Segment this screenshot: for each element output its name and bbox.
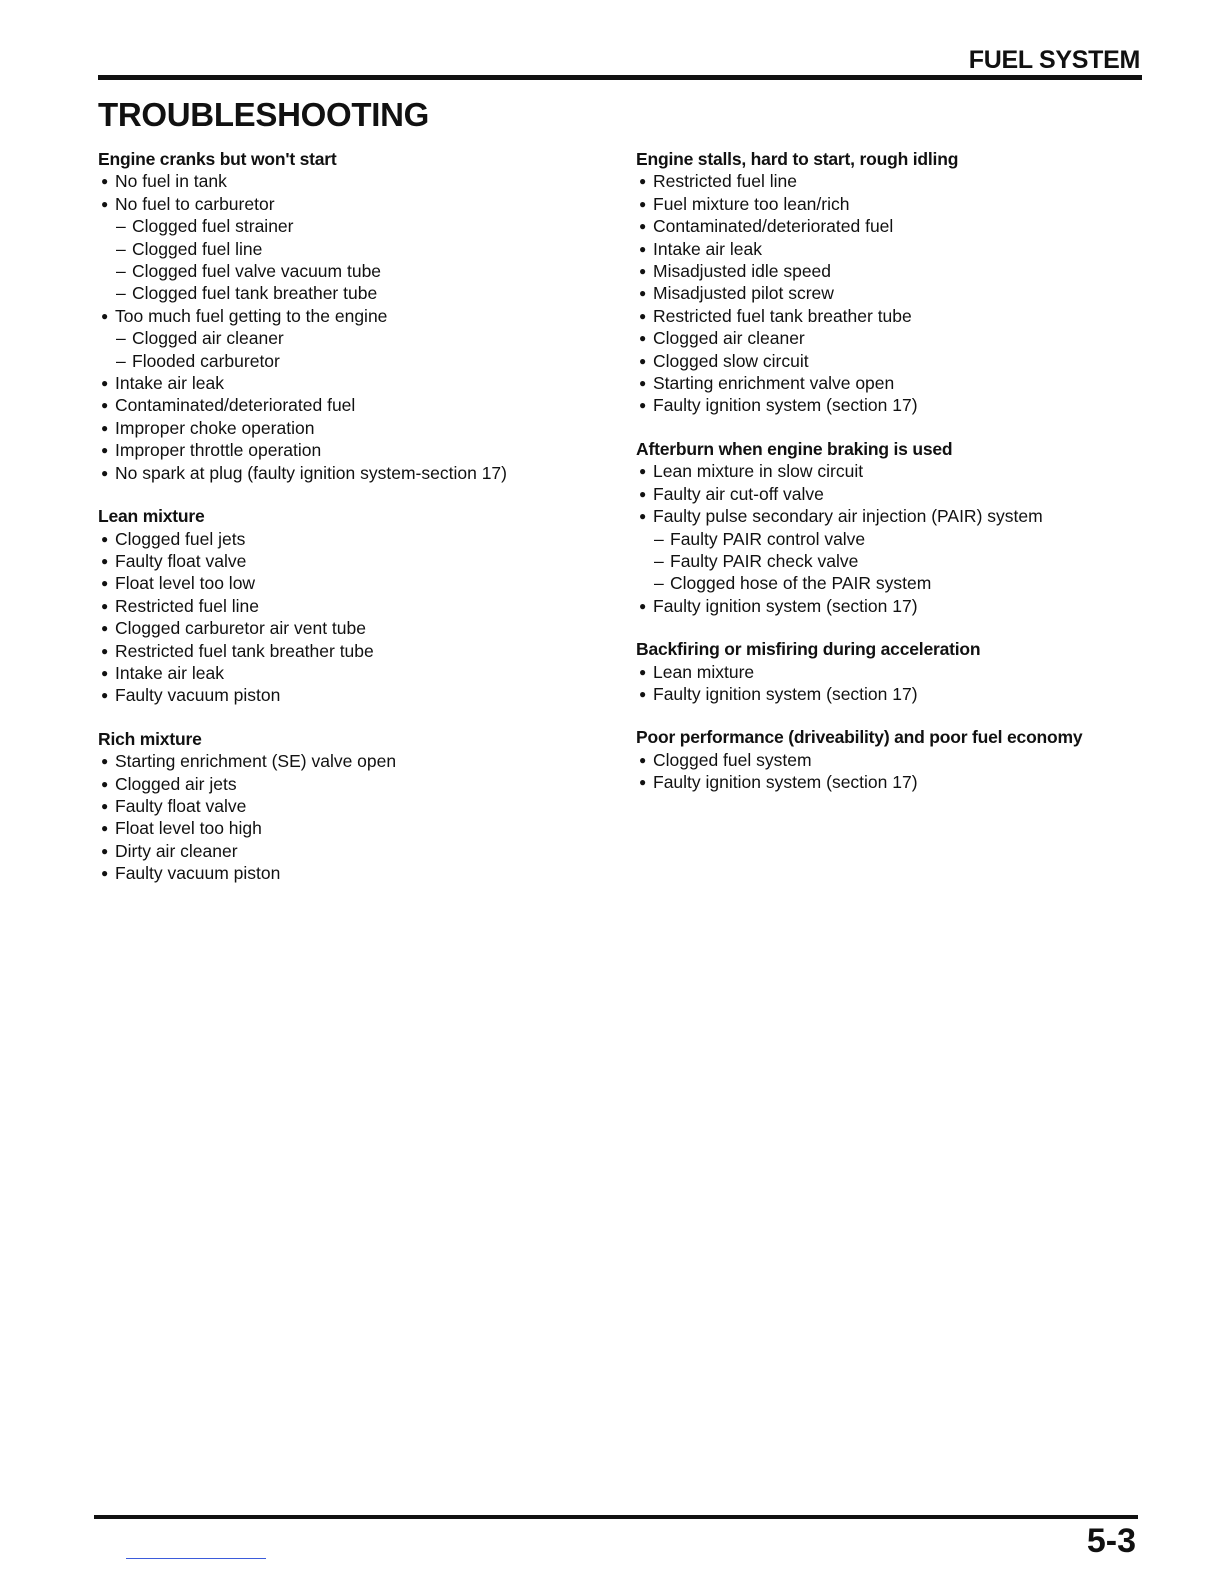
cause-item	[98, 394, 598, 416]
bullet-icon: ●	[639, 752, 647, 767]
cause-item	[636, 749, 1156, 771]
footer-rule	[94, 1515, 1138, 1519]
cause-item	[98, 662, 598, 684]
bullet-icon: ●	[639, 598, 647, 613]
cause-text: Contaminated/deteriorated fuel	[115, 395, 356, 416]
cause-item	[98, 640, 598, 662]
cause-text: Restricted fuel tank breather tube	[115, 640, 374, 661]
cause-text: Fuel mixture too lean/rich	[653, 193, 850, 214]
cause-item	[636, 505, 1156, 527]
cause-text: Lean mixture in slow circuit	[653, 461, 864, 482]
bullet-icon: ●	[639, 775, 647, 790]
dash-marker: –	[654, 573, 664, 594]
bullet-icon: ●	[101, 598, 109, 613]
cause-item	[98, 550, 598, 572]
bullet-icon: ●	[101, 576, 109, 591]
cause-list	[636, 749, 1156, 794]
page-heading: TROUBLESHOOTING	[98, 96, 429, 133]
header-rule	[98, 75, 1142, 80]
cause-text: Faulty air cut-off valve	[653, 483, 824, 504]
bullet-icon: ●	[639, 686, 647, 701]
cause-item	[98, 773, 598, 795]
dash-marker: –	[116, 283, 126, 304]
cause-list	[636, 661, 1156, 706]
cause-text: Clogged fuel strainer	[132, 216, 294, 237]
cause-text: Clogged slow circuit	[653, 350, 809, 371]
sub-cause-item	[98, 260, 598, 282]
cause-item	[98, 817, 598, 839]
dash-marker: –	[116, 216, 126, 237]
dash-marker: –	[654, 528, 664, 549]
troubleshooting-group	[636, 726, 1156, 793]
cause-text: Dirty air cleaner	[115, 840, 238, 861]
cause-item	[98, 572, 598, 594]
bullet-icon: ●	[101, 821, 109, 836]
sub-cause-item	[636, 572, 1156, 594]
cause-text: Clogged fuel line	[132, 238, 263, 259]
troubleshooting-group	[98, 148, 598, 484]
sub-cause-item	[98, 215, 598, 237]
left-column	[98, 148, 598, 906]
cause-text: Clogged air jets	[115, 773, 237, 794]
bullet-icon: ●	[639, 509, 647, 524]
cause-text: Starting enrichment (SE) valve open	[115, 751, 397, 772]
troubleshooting-group	[636, 148, 1156, 417]
cause-text: Improper throttle operation	[115, 440, 322, 461]
sub-cause-item	[636, 550, 1156, 572]
cause-text: Faulty vacuum piston	[115, 685, 281, 706]
bullet-icon: ●	[639, 664, 647, 679]
cause-text: Restricted fuel tank breather tube	[653, 305, 912, 326]
cause-item	[636, 460, 1156, 482]
cause-text: Clogged carburetor air vent tube	[115, 618, 366, 639]
footer-link-underline	[126, 1558, 266, 1559]
cause-item	[636, 282, 1156, 304]
cause-text: Faulty ignition system (section 17)	[653, 772, 918, 793]
cause-text: Misadjusted pilot screw	[653, 283, 834, 304]
cause-text: No spark at plug (faulty ignition system-section 17)	[115, 462, 507, 483]
cause-list	[98, 750, 598, 884]
dash-marker: –	[654, 550, 664, 571]
section-title: FUEL SYSTEM	[968, 46, 1140, 74]
cause-item	[636, 305, 1156, 327]
cause-text: Starting enrichment valve open	[653, 373, 895, 394]
cause-text: Misadjusted idle speed	[653, 261, 832, 282]
bullet-icon: ●	[639, 219, 647, 234]
bullet-icon: ●	[639, 286, 647, 301]
cause-item	[636, 350, 1156, 372]
bullet-icon: ●	[639, 376, 647, 391]
cause-item	[636, 483, 1156, 505]
cause-item	[98, 750, 598, 772]
cause-text: Intake air leak	[115, 662, 224, 683]
cause-item	[636, 771, 1156, 793]
sub-cause-item	[98, 282, 598, 304]
cause-item	[98, 462, 598, 484]
symptom-heading: Backfiring or misfiring during acceleration	[636, 639, 981, 660]
cause-text: Flooded carburetor	[132, 350, 280, 371]
cause-item	[98, 862, 598, 884]
cause-text: Clogged fuel valve vacuum tube	[132, 261, 382, 282]
bullet-icon: ●	[639, 464, 647, 479]
bullet-icon: ●	[101, 443, 109, 458]
cause-text: Faulty pulse secondary air injection (PAIR) system	[653, 506, 1043, 527]
bullet-icon: ●	[639, 264, 647, 279]
bullet-icon: ●	[639, 241, 647, 256]
cause-text: Faulty ignition system (section 17)	[653, 595, 918, 616]
bullet-icon: ●	[101, 754, 109, 769]
cause-list	[98, 170, 598, 484]
dash-marker: –	[116, 261, 126, 282]
cause-item	[98, 595, 598, 617]
bullet-icon: ●	[101, 621, 109, 636]
cause-text: Clogged fuel system	[653, 749, 812, 770]
cause-text: No fuel to carburetor	[115, 193, 275, 214]
dash-marker: –	[116, 238, 126, 259]
bullet-icon: ●	[101, 174, 109, 189]
cause-item	[98, 795, 598, 817]
bullet-icon: ●	[101, 553, 109, 568]
cause-list	[636, 170, 1156, 416]
cause-item	[98, 840, 598, 862]
cause-item	[636, 661, 1156, 683]
bullet-icon: ●	[101, 776, 109, 791]
troubleshooting-group	[636, 438, 1156, 617]
cause-item	[636, 595, 1156, 617]
bullet-icon: ●	[101, 866, 109, 881]
bullet-icon: ●	[101, 531, 109, 546]
symptom-heading: Lean mixture	[98, 506, 205, 527]
symptom-heading: Poor performance (driveability) and poor fuel economy	[636, 727, 1083, 748]
cause-text: No fuel in tank	[115, 171, 227, 192]
cause-item	[636, 372, 1156, 394]
cause-text: Faulty vacuum piston	[115, 863, 281, 884]
bullet-icon: ●	[639, 353, 647, 368]
troubleshooting-group	[98, 728, 598, 885]
sub-cause-item	[98, 327, 598, 349]
dash-marker: –	[116, 328, 126, 349]
bullet-icon: ●	[639, 196, 647, 211]
cause-item	[98, 528, 598, 550]
bullet-icon: ●	[101, 665, 109, 680]
cause-text: Intake air leak	[115, 373, 224, 394]
symptom-heading: Engine cranks but won't start	[98, 149, 337, 169]
cause-item	[98, 193, 598, 215]
bullet-icon: ●	[101, 196, 109, 211]
right-column	[636, 148, 1156, 815]
dash-marker: –	[116, 350, 126, 371]
bullet-icon: ●	[639, 398, 647, 413]
cause-list	[636, 460, 1156, 617]
cause-item	[98, 684, 598, 706]
cause-item	[636, 238, 1156, 260]
troubleshooting-group	[636, 638, 1156, 705]
cause-item	[98, 305, 598, 327]
cause-text: Clogged fuel tank breather tube	[132, 283, 378, 304]
cause-item	[98, 617, 598, 639]
symptom-heading: Rich mixture	[98, 728, 202, 749]
cause-text: Restricted fuel line	[653, 171, 797, 192]
cause-item	[636, 215, 1156, 237]
symptom-heading: Engine stalls, hard to start, rough idling	[636, 149, 959, 169]
cause-item	[636, 170, 1156, 192]
cause-item	[98, 170, 598, 192]
bullet-icon: ●	[101, 643, 109, 658]
symptom-heading: Afterburn when engine braking is used	[636, 438, 953, 459]
sub-cause-item	[98, 350, 598, 372]
cause-text: Faulty ignition system (section 17)	[653, 683, 918, 704]
bullet-icon: ●	[101, 398, 109, 413]
cause-text: Intake air leak	[653, 238, 762, 259]
cause-item	[98, 439, 598, 461]
bullet-icon: ●	[101, 688, 109, 703]
cause-text: Float level too high	[115, 818, 262, 839]
cause-text: Clogged air cleaner	[653, 328, 805, 349]
cause-text: Clogged fuel jets	[115, 528, 246, 549]
bullet-icon: ●	[101, 798, 109, 813]
cause-item	[98, 417, 598, 439]
bullet-icon: ●	[639, 308, 647, 323]
bullet-icon: ●	[101, 308, 109, 323]
cause-item	[636, 193, 1156, 215]
cause-text: Restricted fuel line	[115, 595, 259, 616]
bullet-icon: ●	[639, 331, 647, 346]
bullet-icon: ●	[639, 174, 647, 189]
sub-cause-item	[98, 238, 598, 260]
bullet-icon: ●	[101, 420, 109, 435]
page-number: 5-3	[1086, 1522, 1136, 1560]
cause-text: Clogged hose of the PAIR system	[670, 573, 932, 594]
cause-text: Lean mixture	[653, 661, 755, 682]
sub-cause-item	[636, 528, 1156, 550]
cause-text: Faulty ignition system (section 17)	[653, 395, 918, 416]
cause-text: Clogged air cleaner	[132, 328, 284, 349]
cause-item	[636, 327, 1156, 349]
cause-item	[636, 260, 1156, 282]
bullet-icon: ●	[101, 376, 109, 391]
bullet-icon: ●	[639, 486, 647, 501]
cause-list	[98, 528, 598, 707]
cause-item	[636, 394, 1156, 416]
troubleshooting-group	[98, 505, 598, 707]
bullet-icon: ●	[101, 843, 109, 858]
bullet-icon: ●	[101, 465, 109, 480]
cause-text: Faulty float valve	[115, 550, 247, 571]
cause-text: Contaminated/deteriorated fuel	[653, 216, 894, 237]
cause-text: Too much fuel getting to the engine	[115, 305, 388, 326]
cause-text: Faulty PAIR check valve	[670, 550, 859, 571]
cause-text: Faulty PAIR control valve	[670, 528, 866, 549]
cause-text: Improper choke operation	[115, 417, 315, 438]
cause-item	[98, 372, 598, 394]
cause-item	[636, 683, 1156, 705]
cause-text: Faulty float valve	[115, 795, 247, 816]
cause-text: Float level too low	[115, 573, 256, 594]
